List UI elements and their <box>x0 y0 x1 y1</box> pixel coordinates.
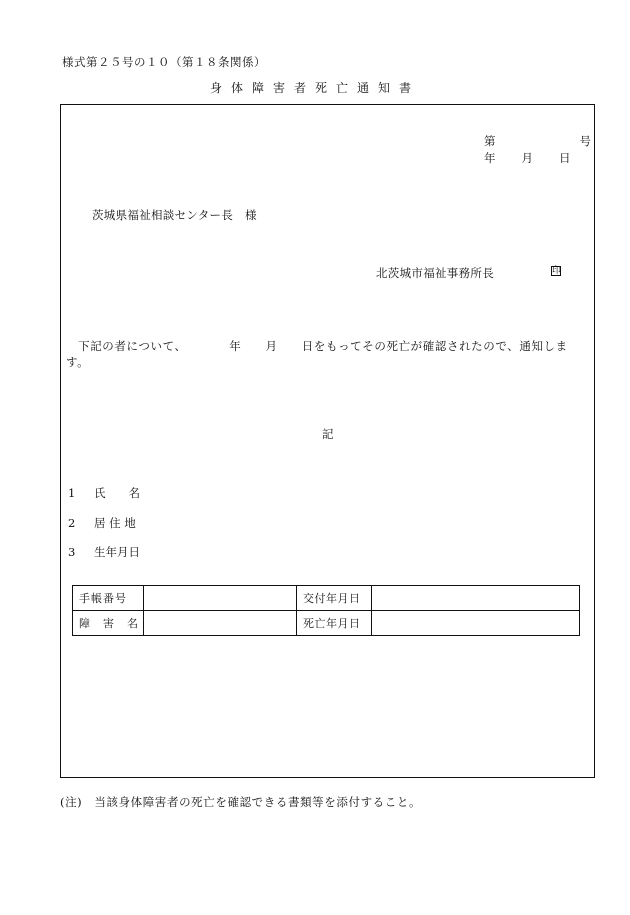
number-suffix: 号 <box>579 134 591 148</box>
document-date <box>484 150 571 166</box>
death-date-field[interactable] <box>372 611 580 636</box>
death-date-label: 死亡年月日 <box>297 611 372 636</box>
document-title: 身体障害者死亡通知書 <box>209 81 420 95</box>
item-name <box>68 485 140 501</box>
item-number: 2 <box>68 516 76 530</box>
disability-name-label: 障 害 名 <box>73 611 144 636</box>
info-table <box>72 585 580 636</box>
disability-name-field[interactable] <box>144 611 297 636</box>
item-birthdate <box>68 544 140 560</box>
date-year: 年 <box>484 151 496 165</box>
table-row <box>73 586 580 611</box>
issue-date-label: 交付年月日 <box>297 586 372 611</box>
handbook-number-field[interactable] <box>144 586 297 611</box>
item-number: 3 <box>68 545 76 559</box>
item-label: 氏 名 <box>94 486 140 500</box>
item-number: 1 <box>68 486 76 500</box>
date-day: 日 <box>559 151 571 165</box>
item-residence <box>68 515 136 531</box>
form-number: 様式第２５号の１０（第１８条関係） <box>62 55 266 69</box>
issue-date-field[interactable] <box>372 586 580 611</box>
notice-body: 下記の者について、 年 月 日をもってその死亡が確認されたので、通知します。 <box>66 339 568 369</box>
ki-heading: 記 <box>322 427 334 441</box>
sender-name: 北茨城市福祉事務所長 <box>376 266 494 280</box>
addressee: 茨城県福祉相談センター長 様 <box>92 208 257 222</box>
number-prefix: 第 <box>484 134 496 148</box>
document-number <box>484 133 591 149</box>
handbook-number-label: 手帳番号 <box>73 586 144 611</box>
table-row <box>73 611 580 636</box>
date-month: 月 <box>521 151 533 165</box>
seal-mark: 印 <box>552 266 562 276</box>
footnote: (注) 当該身体障害者の死亡を確認できる書類等を添付すること。 <box>60 795 422 809</box>
item-label: 生年月日 <box>94 545 140 559</box>
item-label: 居 住 地 <box>94 516 136 530</box>
